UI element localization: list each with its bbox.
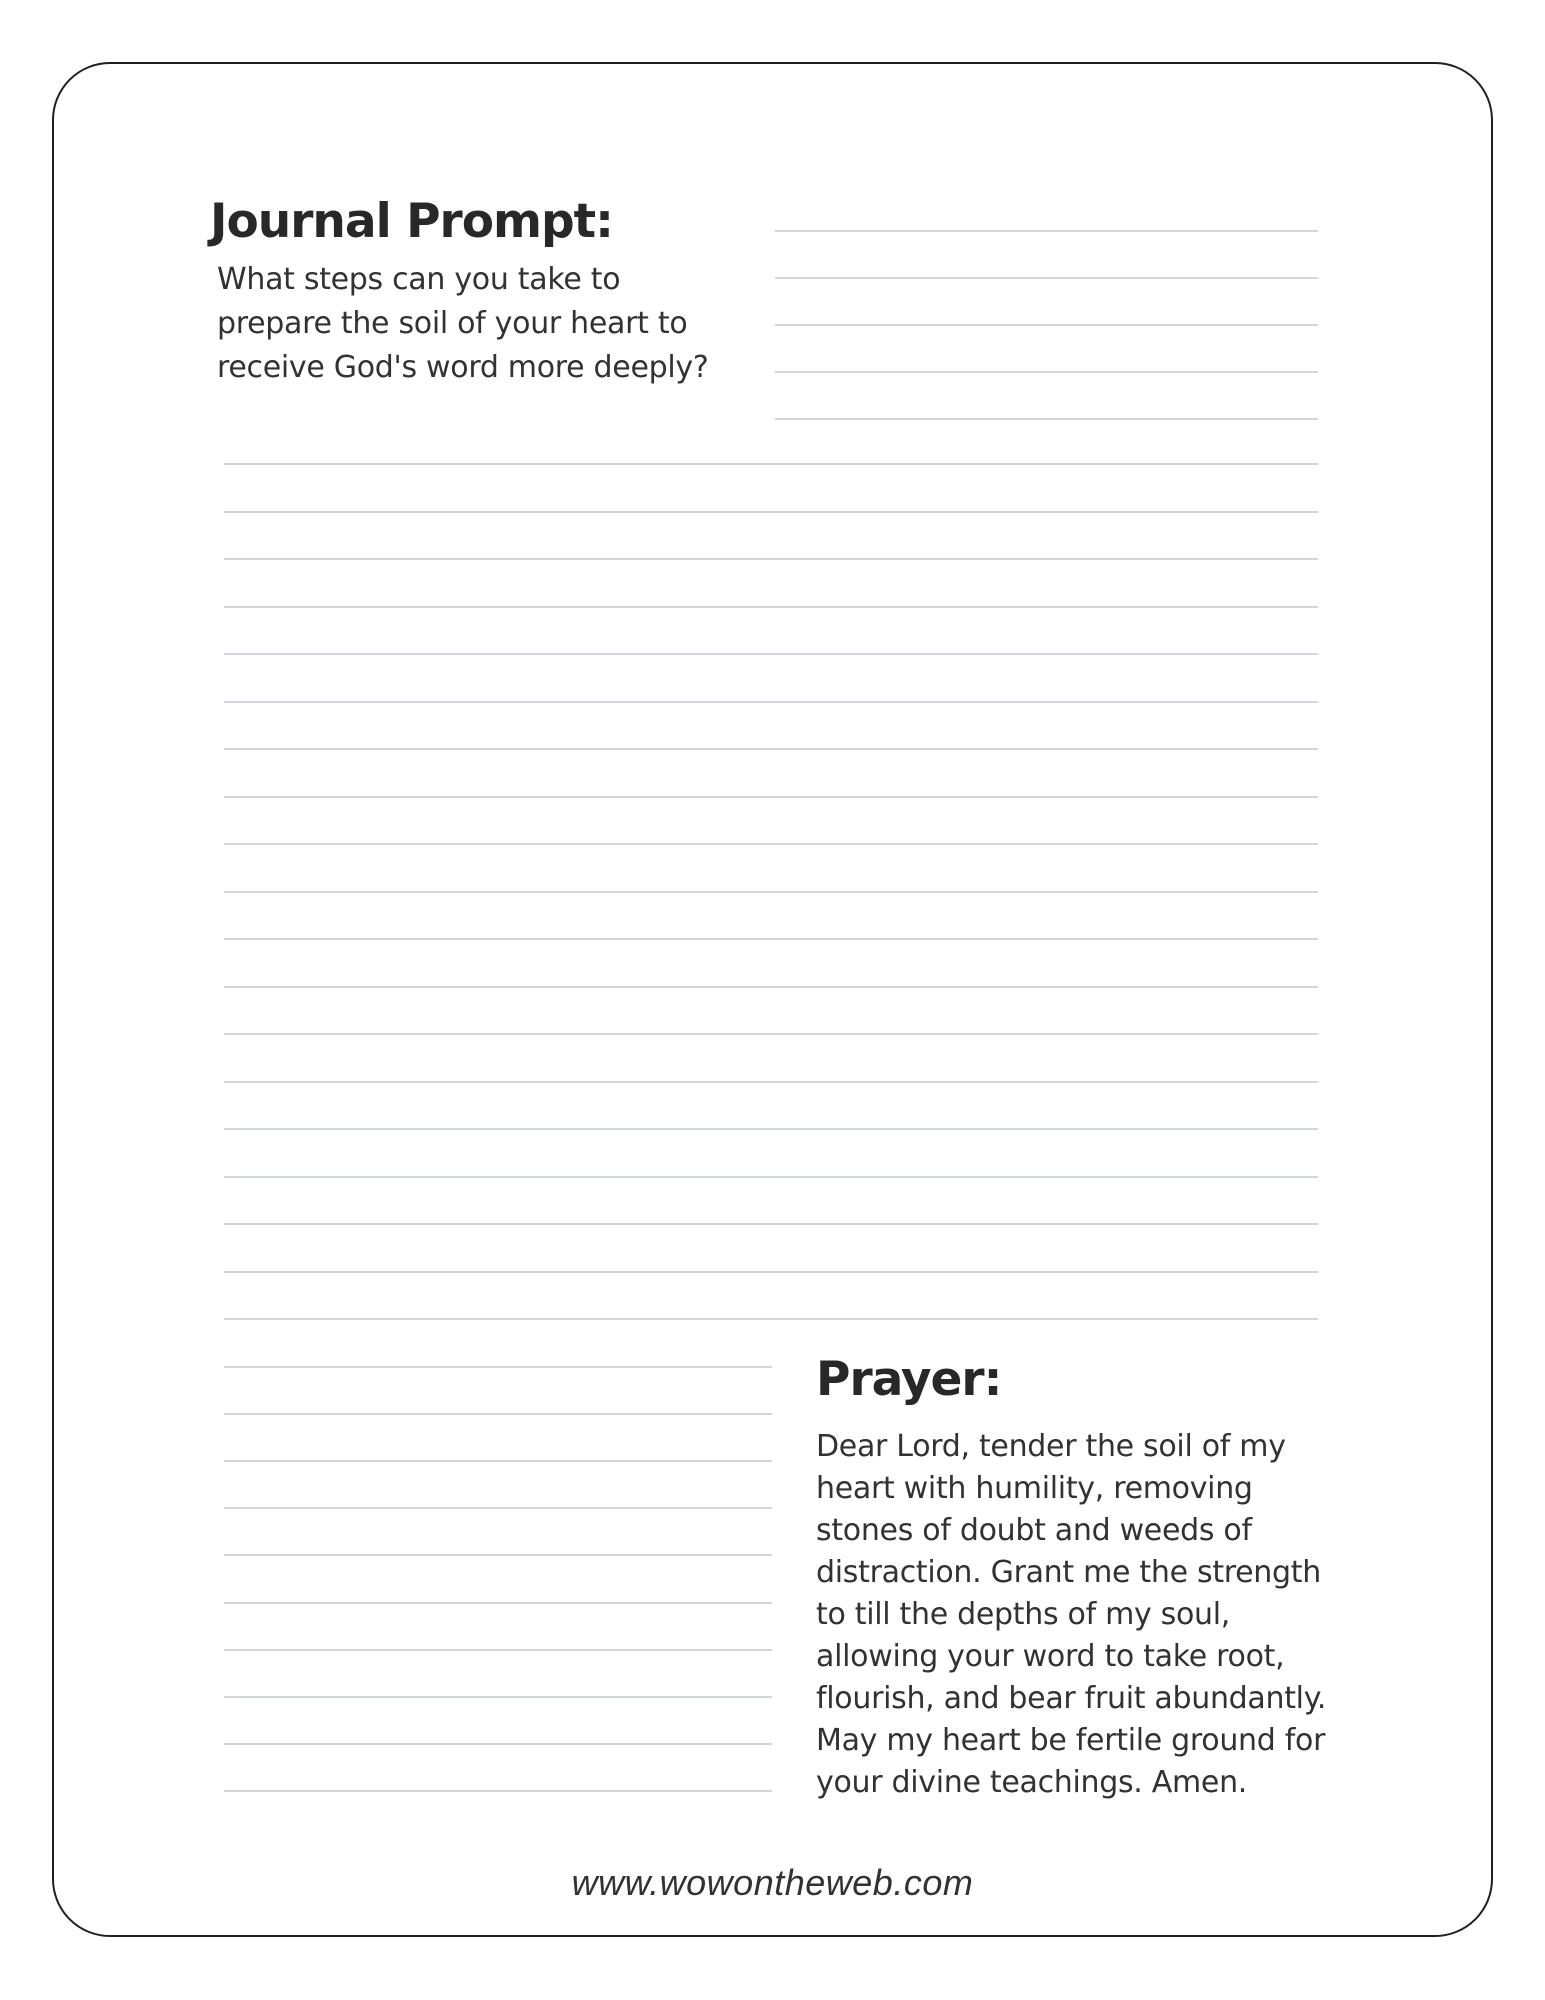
writing-rule-line bbox=[224, 1790, 772, 1792]
writing-rule-line bbox=[224, 843, 1318, 845]
writing-rule-line bbox=[224, 1696, 772, 1698]
writing-rule-line bbox=[224, 1460, 772, 1462]
writing-rule-line bbox=[224, 1081, 1318, 1083]
prayer-body-line: heart with humility, removing bbox=[816, 1471, 1253, 1506]
journal-prompt-line: prepare the soil of your heart to bbox=[217, 306, 688, 341]
writing-rule-line bbox=[224, 653, 1318, 655]
writing-rule-line bbox=[224, 1033, 1318, 1035]
writing-rule-line bbox=[224, 1602, 772, 1604]
prayer-body-line: to till the depths of my soul, bbox=[816, 1597, 1231, 1632]
writing-rule-line bbox=[775, 418, 1318, 420]
writing-rule-line bbox=[224, 1128, 1318, 1130]
journal-prompt-heading: Journal Prompt: bbox=[210, 194, 613, 249]
journal-prompt-line: What steps can you take to bbox=[217, 262, 621, 297]
writing-rule-line bbox=[224, 748, 1318, 750]
prayer-body-line: distraction. Grant me the strength bbox=[816, 1555, 1321, 1590]
writing-rule-line bbox=[224, 558, 1318, 560]
writing-rule-line bbox=[224, 1743, 772, 1745]
writing-rule-line bbox=[224, 796, 1318, 798]
writing-rule-line bbox=[224, 1176, 1318, 1178]
prayer-body-line: flourish, and bear fruit abundantly. bbox=[816, 1681, 1327, 1716]
writing-rule-line bbox=[775, 277, 1318, 279]
prayer-body-line: May my heart be fertile ground for bbox=[816, 1723, 1326, 1758]
prayer-body-line: Dear Lord, tender the soil of my bbox=[816, 1429, 1286, 1464]
writing-rule-line bbox=[224, 1271, 1318, 1273]
writing-rule-line bbox=[224, 463, 1318, 465]
writing-rule-line bbox=[224, 1366, 772, 1368]
writing-rule-line bbox=[775, 371, 1318, 373]
prayer-body-text bbox=[816, 1426, 1326, 1804]
writing-rule-line bbox=[224, 1413, 772, 1415]
writing-rule-line bbox=[224, 1554, 772, 1556]
footer-website-url: www.wowontheweb.com bbox=[571, 1862, 974, 1903]
writing-rule-line bbox=[224, 986, 1318, 988]
prayer-body-line: stones of doubt and weeds of bbox=[816, 1513, 1252, 1548]
journal-prompt-line: receive God's word more deeply? bbox=[217, 350, 709, 385]
writing-rule-line bbox=[224, 1649, 772, 1651]
prayer-body-line: allowing your word to take root, bbox=[816, 1639, 1285, 1674]
writing-rule-line bbox=[224, 511, 1318, 513]
writing-rule-line bbox=[224, 701, 1318, 703]
writing-rule-line bbox=[224, 606, 1318, 608]
writing-rule-line bbox=[775, 324, 1318, 326]
prayer-body-line: your divine teachings. Amen. bbox=[816, 1765, 1248, 1800]
writing-rule-line bbox=[224, 1223, 1318, 1225]
writing-rule-line bbox=[224, 938, 1318, 940]
writing-rule-line bbox=[775, 230, 1318, 232]
prayer-heading: Prayer: bbox=[816, 1352, 1002, 1407]
journal-prompt-text bbox=[217, 258, 708, 390]
writing-rule-line bbox=[224, 1507, 772, 1509]
writing-rule-line bbox=[224, 1318, 1318, 1320]
writing-rule-line bbox=[224, 891, 1318, 893]
